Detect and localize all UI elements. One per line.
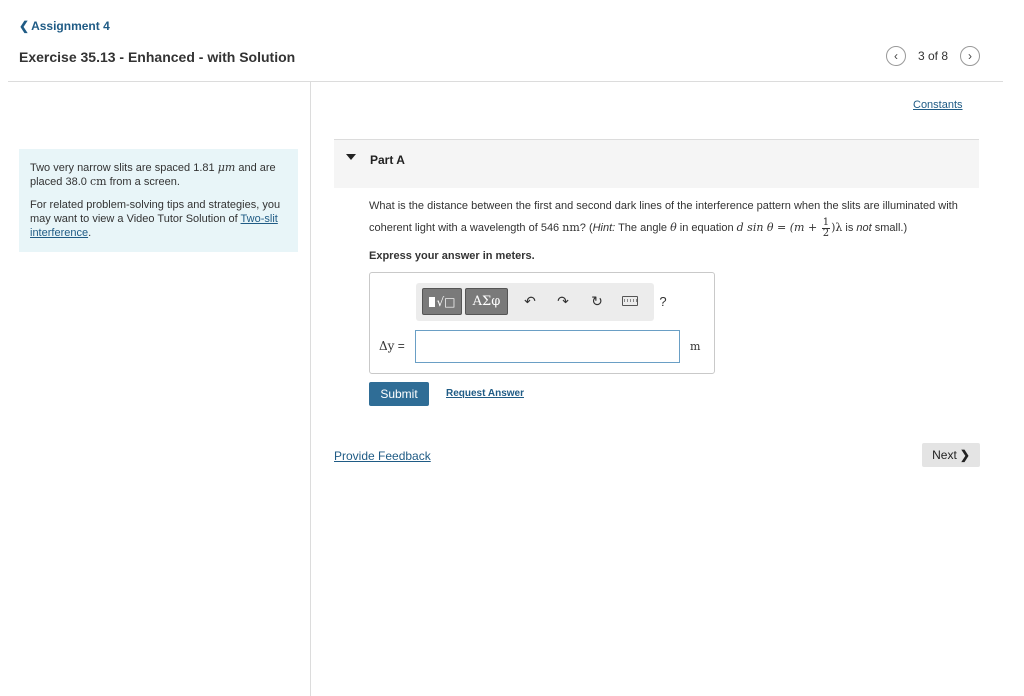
help-icon[interactable]: ?	[659, 293, 667, 309]
part-a-header[interactable]	[334, 140, 979, 188]
column-divider	[310, 82, 311, 696]
submit-button[interactable]: Submit	[369, 382, 429, 406]
video-tutor-link[interactable]: Two-slit interference	[30, 213, 278, 239]
templates-button[interactable]	[422, 288, 462, 315]
pager-count: 3 of 8	[917, 49, 948, 63]
template-box-icon	[429, 297, 435, 307]
provide-feedback-link[interactable]: Provide Feedback	[334, 449, 431, 463]
next-item-button[interactable]	[960, 46, 980, 66]
greek-symbols-button[interactable]	[465, 288, 508, 315]
question-text: What is the distance between the first and second dark lines of the interference pattern when the slits are illuminated with coherent light with a wavelength of 546 nm? (Hint: The angle θ in equation d sin θ = (m + $\frac{1}{2}$ )λ is not small.)	[369, 200, 958, 239]
problem-context	[19, 149, 298, 252]
answer-variable-label: Δy =	[379, 339, 405, 353]
chevron-left-icon: ❮	[19, 19, 30, 33]
next-label: Next	[932, 448, 957, 462]
answer-unit: m	[690, 340, 701, 353]
undo-icon[interactable]: ↶	[524, 292, 536, 309]
fraction-one-half: $\frac{1}{2}$	[822, 216, 830, 239]
part-label: Part A	[370, 153, 405, 167]
reset-icon[interactable]: ↻	[591, 292, 603, 309]
keyboard-icon[interactable]	[622, 296, 638, 306]
back-link-label: Assignment 4	[31, 19, 110, 33]
context-paragraph-1: Two very narrow slits are spaced 1.81 μm and are placed 38.0 cm from a screen.	[30, 161, 276, 188]
chevron-right-icon: ›	[968, 49, 972, 63]
redo-icon[interactable]: ↷	[557, 292, 569, 309]
header-divider	[8, 81, 1003, 82]
exercise-title: Exercise 35.13 - Enhanced - with Solution	[19, 49, 296, 65]
next-button[interactable]	[922, 443, 980, 467]
chevron-right-icon: ❯	[959, 448, 970, 462]
request-answer-link[interactable]: Request Answer	[446, 388, 524, 399]
answer-instruction: Express your answer in meters.	[369, 250, 535, 262]
pager	[886, 46, 980, 66]
constants-link[interactable]: Constants	[913, 99, 963, 111]
context-paragraph-2: For related problem-solving tips and strategies, you may want to view a Video Tutor Solution of Two-slit interference.	[30, 199, 281, 239]
previous-item-button[interactable]	[886, 46, 906, 66]
collapse-triangle-icon[interactable]	[346, 154, 356, 160]
greek-label: ΑΣφ	[472, 294, 501, 309]
chevron-left-icon: ‹	[893, 49, 898, 63]
back-to-assignment-link[interactable]	[19, 19, 110, 33]
sqrt-icon: √□	[436, 294, 456, 309]
answer-input[interactable]	[415, 330, 680, 363]
